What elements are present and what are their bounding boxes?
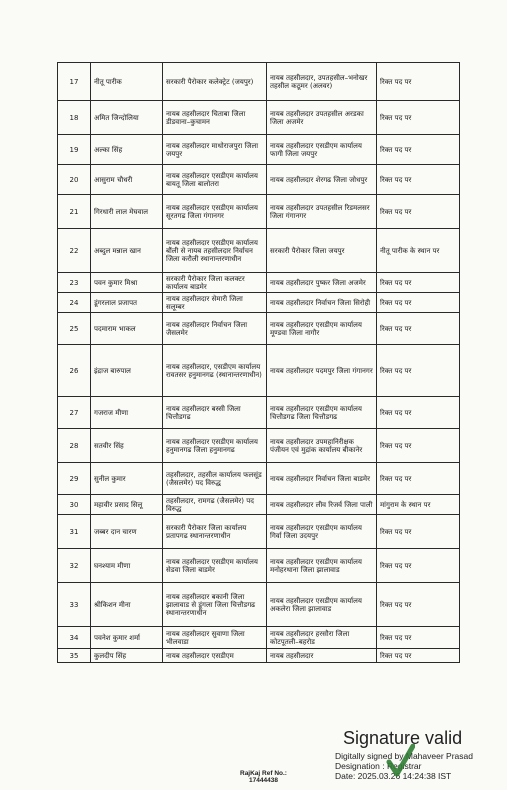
current-posting-cell: नायब तहसीलदार एसडीएम कार्यालय बायतू जिला बालोतरा (163, 165, 267, 195)
new-posting-cell: नायब तहसीलदार, उपतहसील–भनोखर तहसील कठूमर (अलवर) (267, 63, 377, 101)
serial-number-cell: 25 (58, 313, 91, 345)
table-row (58, 101, 460, 135)
new-posting-cell: नायब तहसीलदार उपतहसील रिडमलसर जिला गंगानगर (267, 195, 377, 229)
signature-date: Date: 2025.03.26 14:24:38 IST (335, 771, 452, 781)
table-row (58, 515, 460, 549)
ref-number: 17444438 (249, 777, 278, 784)
new-posting-cell: नायब तहसीलदार निर्वाचन जिला बाडमेर (267, 463, 377, 495)
employee-name-cell: इंद्राज बारुपाल (91, 345, 163, 397)
current-posting-cell: सरकारी पैरोकार जिला कलक्टर कार्यालय बाडमेर (163, 273, 267, 293)
table-row (58, 429, 460, 463)
employee-name-cell: अमित जिन्दोलिया (91, 101, 163, 135)
remark-cell: नीतू पारीक के स्थान पर (377, 229, 460, 273)
signature-title: Signature valid (343, 728, 463, 748)
serial-number-cell: 22 (58, 229, 91, 273)
digital-signature-block (335, 728, 505, 781)
table-row (58, 495, 460, 515)
employee-name-cell: महावीर प्रसाद सिलू (91, 495, 163, 515)
current-posting-cell: सरकारी पैरोकार जिला कार्यालय प्रतापगढ स्थानान्तरणाधीन (163, 515, 267, 549)
new-posting-cell: नायब तहसीलदार एसडीएम कार्यालय गिर्वा जिला उदयपुर (267, 515, 377, 549)
new-posting-cell: नायब तहसीलदार लीव रिजर्व जिला पाली (267, 495, 377, 515)
current-posting-cell: तहसीलदार, रामगढ (जैसलमेर) पद विरुद्ध (163, 495, 267, 515)
serial-number-cell: 27 (58, 397, 91, 429)
current-posting-cell: नायब तहसीलदार बस्सी जिला चित्तौडगढ (163, 397, 267, 429)
serial-number-cell: 35 (58, 649, 91, 663)
serial-number-cell: 33 (58, 583, 91, 627)
current-posting-cell: नायब तहसीलदार सेमारी जिला सलूम्बर (163, 293, 267, 313)
table-row (58, 229, 460, 273)
remark-cell: रिक्त पद पर (377, 165, 460, 195)
remark-cell: रिक्त पद पर (377, 627, 460, 649)
remark-cell: मांगुराम के स्थान पर (377, 495, 460, 515)
employee-name-cell: आसुराम चौधरी (91, 165, 163, 195)
new-posting-cell: नायब तहसीलदार एसडीएम कार्यालय मूण्डवा जिला नागौर (267, 313, 377, 345)
serial-number-cell: 31 (58, 515, 91, 549)
checkmark-icon (385, 744, 415, 780)
employee-name-cell: गजराज मीणा (91, 397, 163, 429)
current-posting-cell: नायब तहसीलदार एसडीएम कार्यालय सेडवा जिला बाडमेर (163, 549, 267, 583)
current-posting-cell: नायब तहसीलदार एसडीएम कार्यालय बौंली से नायब तहसीलदार निर्वाचन जिला करौली स्थानान्तरणाधीन (163, 229, 267, 273)
new-posting-cell: सरकारी पैरोकार जिला जयपुर (267, 229, 377, 273)
current-posting-cell: नायब तहसीलदार एसडीएम कार्यालय हनुमानगढ जिला हनुमानगढ (163, 429, 267, 463)
serial-number-cell: 21 (58, 195, 91, 229)
table-row (58, 397, 460, 429)
serial-number-cell: 24 (58, 293, 91, 313)
employee-name-cell: श्रीकिशन मीना (91, 583, 163, 627)
table-row (58, 627, 460, 649)
employee-name-cell: जब्बर दान चारण (91, 515, 163, 549)
employee-name-cell: घनश्याम मीणा (91, 549, 163, 583)
table-row (58, 345, 460, 397)
current-posting-cell: नायब तहसीलदार बकानी जिला झालावाड से डूंगला जिला चित्तौडगढ स्थानान्तरणाधीन (163, 583, 267, 627)
remark-cell: रिक्त पद पर (377, 583, 460, 627)
serial-number-cell: 28 (58, 429, 91, 463)
employee-name-cell: डूंगरलाल प्रजापत (91, 293, 163, 313)
employee-name-cell: पदमाराम भाकल (91, 313, 163, 345)
employee-name-cell: अब्दुल मन्नाल खान (91, 229, 163, 273)
serial-number-cell: 26 (58, 345, 91, 397)
employee-name-cell: नीतू पारीक (91, 63, 163, 101)
signature-signer: Digitally signed by Mahaveer Prasad (335, 751, 473, 761)
remark-cell: रिक्त पद पर (377, 515, 460, 549)
remark-cell: रिक्त पद पर (377, 463, 460, 495)
new-posting-cell: नायब तहसीलदार पुष्कर जिला अजमेर (267, 273, 377, 293)
serial-number-cell: 32 (58, 549, 91, 583)
table-row (58, 313, 460, 345)
serial-number-cell: 19 (58, 135, 91, 165)
current-posting-cell: नायब तहसीलदार निर्वाचन जिला जैसलमेर (163, 313, 267, 345)
table-row (58, 583, 460, 627)
remark-cell: रिक्त पद पर (377, 313, 460, 345)
table-row (58, 273, 460, 293)
remark-cell: रिक्त पद पर (377, 195, 460, 229)
remark-cell: रिक्त पद पर (377, 549, 460, 583)
new-posting-cell: नायब तहसीलदार हरसौरा जिला कोटपूतली–बहरोड (267, 627, 377, 649)
current-posting-cell: नायब तहसीलदार चिताबा जिला डीडवाना–कुचामन (163, 101, 267, 135)
table-row (58, 135, 460, 165)
serial-number-cell: 29 (58, 463, 91, 495)
new-posting-cell: नायब तहसीलदार एसडीएम कार्यालय मनोहरथाना जिला झालावाड (267, 549, 377, 583)
new-posting-cell: नायब तहसीलदार शेरगढ जिला जोधपुर (267, 165, 377, 195)
new-posting-cell: नायब तहसीलदार निर्वाचन जिला सिरोही (267, 293, 377, 313)
current-posting-cell: नायब तहसीलदार एसडीएम (163, 649, 267, 663)
employee-name-cell: गिरधारी लाल मेघवाल (91, 195, 163, 229)
remark-cell: रिक्त पद पर (377, 397, 460, 429)
remark-cell: रिक्त पद पर (377, 345, 460, 397)
transfer-table (57, 62, 460, 663)
current-posting-cell: नायब तहसीलदार माधोराजपुरा जिला जयपुर (163, 135, 267, 165)
employee-name-cell: सतवीर सिंह (91, 429, 163, 463)
table-body (58, 63, 460, 663)
remark-cell: रिक्त पद पर (377, 63, 460, 101)
new-posting-cell: नायब तहसीलदार एसडीएम कार्यालय चित्तौडगढ जिला चित्तौडगढ (267, 397, 377, 429)
table-row (58, 293, 460, 313)
employee-name-cell: कुलदीप सिंह (91, 649, 163, 663)
new-posting-cell: नायब तहसीलदार पदमपुर जिला गंगानगर (267, 345, 377, 397)
rajkaj-reference (240, 770, 287, 784)
current-posting-cell: तहसीलदार, तहसील कार्यालय फलसूंड (जैसलमेर) पद विरुद्ध (163, 463, 267, 495)
table-row (58, 649, 460, 663)
new-posting-cell: नायब तहसीलदार एसडीएम कार्यालय अकलेरा जिला झालावाड (267, 583, 377, 627)
remark-cell: रिक्त पद पर (377, 649, 460, 663)
remark-cell: रिक्त पद पर (377, 273, 460, 293)
remark-cell: रिक्त पद पर (377, 101, 460, 135)
serial-number-cell: 30 (58, 495, 91, 515)
table-row (58, 549, 460, 583)
serial-number-cell: 34 (58, 627, 91, 649)
remark-cell: रिक्त पद पर (377, 293, 460, 313)
table-row (58, 63, 460, 101)
employee-name-cell: सुनील कुमार (91, 463, 163, 495)
remark-cell: रिक्त पद पर (377, 429, 460, 463)
table-row (58, 195, 460, 229)
new-posting-cell: नायब तहसीलदार उपमहानिरीक्षक पंजीयन एवं मुद्रांक कार्यालय बीकानेर (267, 429, 377, 463)
serial-number-cell: 20 (58, 165, 91, 195)
new-posting-cell: नायब तहसीलदार (267, 649, 377, 663)
employee-name-cell: अल्का सिंह (91, 135, 163, 165)
current-posting-cell: सरकारी पैरोकार कलेक्ट्रेट (जयपुर) (163, 63, 267, 101)
employee-name-cell: पवनेश कुमार शर्मा (91, 627, 163, 649)
serial-number-cell: 18 (58, 101, 91, 135)
serial-number-cell: 23 (58, 273, 91, 293)
ref-label: RajKaj Ref No.: (240, 770, 287, 777)
remark-cell: रिक्त पद पर (377, 135, 460, 165)
table-row (58, 463, 460, 495)
current-posting-cell: नायब तहसीलदार सुवाणा जिला भीलवाडा (163, 627, 267, 649)
signature-designation: Designation : Registrar (335, 761, 422, 771)
serial-number-cell: 17 (58, 63, 91, 101)
current-posting-cell: नायब तहसीलदार एसडीएम कार्यालय सूरतगढ जिला गंगानगर (163, 195, 267, 229)
new-posting-cell: नायब तहसीलदार एसडीएम कार्यालय फागी जिला जयपुर (267, 135, 377, 165)
new-posting-cell: नायब तहसीलदार उपतहसील अरडका जिला अजमेर (267, 101, 377, 135)
employee-name-cell: पवन कुमार मिश्रा (91, 273, 163, 293)
current-posting-cell: नायब तहसीलदार, एसडीएम कार्यालय रावतसर हनुमानगढ (स्थानान्तरणाधीन) (163, 345, 267, 397)
table-row (58, 165, 460, 195)
